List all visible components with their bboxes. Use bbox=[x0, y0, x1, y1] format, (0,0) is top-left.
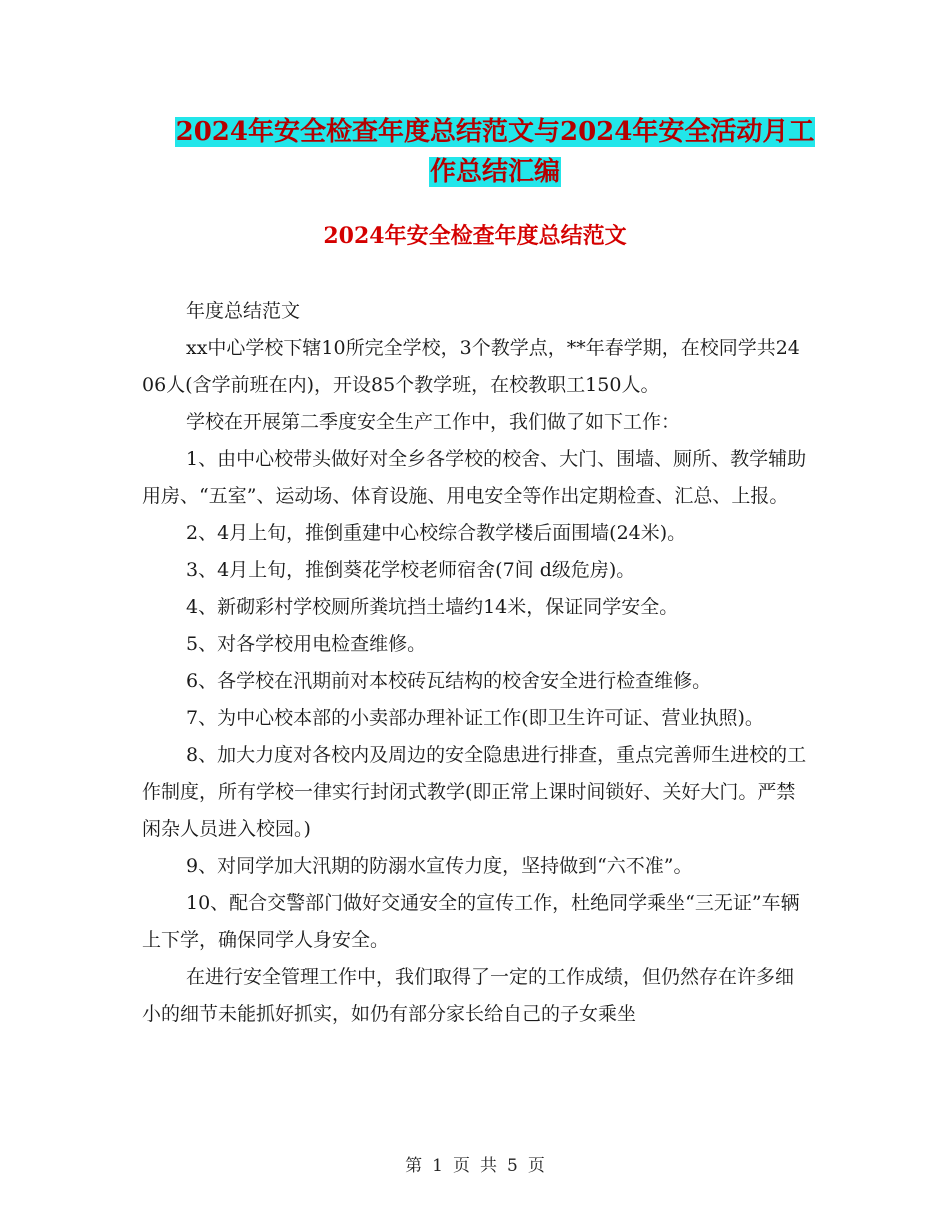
footer-label-gong: 共 bbox=[480, 1156, 497, 1176]
paragraph-work-lead: 学校在开展第二季度安全生产工作中，我们做了如下工作： bbox=[186, 411, 681, 433]
document-body bbox=[142, 293, 810, 1033]
list-item-3: 3、4月上旬，推倒葵花学校老师宿舍(7间 d级危房)。 bbox=[186, 559, 636, 581]
list-item-9: 9、对同学加大汛期的防溺水宣传力度，坚持做到“六不准”。 bbox=[186, 855, 693, 877]
list-item-1: 1、由中心校带头做好对全乡各学校的校舍、大门、围墙、厕所、教学辅助用房、“五室”、运动场、体育设施、用电安全等作出定期检查、汇总、上报。 bbox=[142, 448, 807, 507]
list-item-10: 10、配合交警部门做好交通安全的宣传工作，杜绝同学乘坐“三无证”车辆上下学，确保同学人身安全。 bbox=[142, 892, 800, 951]
document-title-line-1: 2024年安全检查年度总结范文与2024年安全活动月工 bbox=[175, 117, 815, 147]
section-title: 2024年安全检查年度总结范文 bbox=[323, 223, 627, 249]
paragraph-intro: 年度总结范文 bbox=[186, 300, 301, 322]
footer-label-ye: 页 bbox=[453, 1156, 470, 1176]
footer-label-ye-2: 页 bbox=[527, 1156, 545, 1176]
list-item-6: 6、各学校在汛期前对本校砖瓦结构的校舍安全进行检查维修。 bbox=[186, 670, 712, 692]
paragraph-school-info: xx中心学校下辖10所完全学校，3个教学点，**年春学期，在校同学共2406人(含学前班在内)，开设85个教学班，在校教职工150人。 bbox=[142, 337, 800, 396]
paragraph-summary: 在进行安全管理工作中，我们取得了一定的工作成绩，但仍然存在许多细小的细节未能抓好抓实，如仍有部分家长给自己的子女乘坐 bbox=[142, 966, 795, 1025]
list-item-4: 4、新砌彩村学校厕所粪坑挡土墙约14米，保证同学安全。 bbox=[186, 596, 679, 618]
list-item-8: 8、加大力度对各校内及周边的安全隐患进行排查，重点完善师生进校的工作制度，所有学校一律实行封闭式教学(即正常上课时间锁好、关好大门。严禁闲杂人员进入校园。) bbox=[142, 744, 807, 840]
page-footer bbox=[0, 1154, 950, 1178]
document-title bbox=[150, 112, 840, 192]
footer-current-page: 1 bbox=[432, 1156, 443, 1176]
document-title-line-2: 作总结汇编 bbox=[429, 157, 560, 187]
list-item-2: 2、4月上旬，推倒重建中心校综合教学楼后面围墙(24米)。 bbox=[186, 522, 687, 544]
footer-total-pages: 5 bbox=[507, 1156, 518, 1176]
list-item-7: 7、为中心校本部的小卖部办理补证工作(即卫生许可证、营业执照)。 bbox=[186, 707, 764, 729]
footer-label-di: 第 bbox=[405, 1156, 423, 1176]
list-item-5: 5、对各学校用电检查维修。 bbox=[186, 633, 427, 655]
